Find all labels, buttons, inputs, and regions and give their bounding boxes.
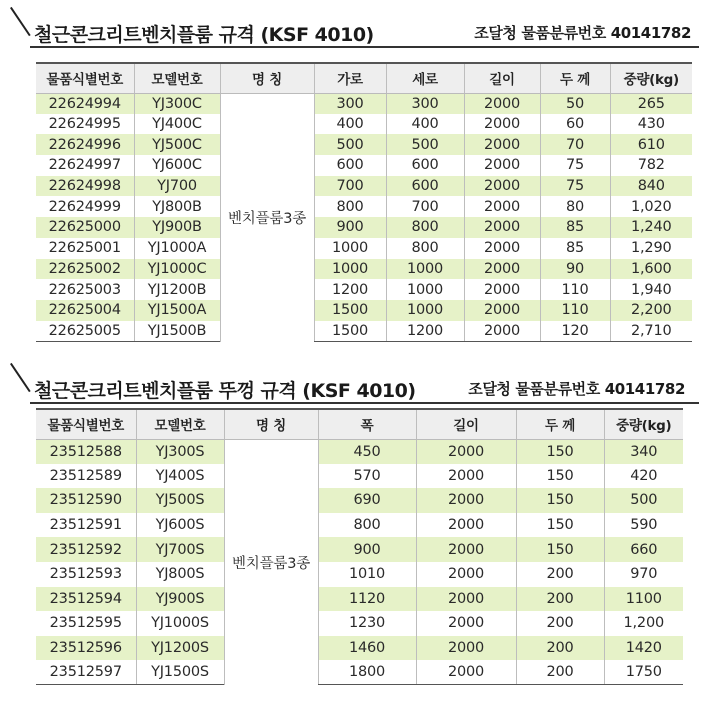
table-cell: 50: [540, 93, 610, 114]
table-cell: YJ1500A: [134, 300, 220, 321]
table-cell: YJ800S: [136, 562, 224, 587]
table-cell: 2000: [464, 279, 540, 300]
table-cell: YJ1000A: [134, 238, 220, 259]
table-cell: 80: [540, 196, 610, 217]
procurement-classification-number: 조달청 물품분류번호 40141782: [474, 24, 691, 42]
table-cell: 500: [314, 134, 386, 155]
table-cell: 690: [318, 488, 416, 513]
table-cell: 1800: [318, 660, 416, 685]
table-cell: 900: [318, 537, 416, 562]
table-cell: 22624997: [48, 157, 121, 174]
table-cell: 200: [516, 587, 604, 612]
table-cell: 2000: [416, 587, 516, 612]
table-cell: 22624996: [36, 134, 134, 155]
table-cell: 840: [610, 176, 692, 197]
table-cell: 2000: [416, 537, 516, 562]
table-cell: YJ400S: [136, 464, 224, 489]
table-cell: 1120: [318, 587, 416, 612]
table-cell: 500: [604, 488, 683, 513]
table-cell: 2000: [416, 464, 516, 489]
table-cell: 400: [314, 114, 386, 135]
table-row: [36, 176, 692, 197]
table-cell: 70: [540, 134, 610, 155]
table-cell: YJ1000C: [134, 259, 220, 280]
table-cell: 450: [318, 439, 416, 464]
table-row: [36, 279, 692, 300]
table-cell: 1000: [314, 238, 386, 259]
table-cell: 2000: [464, 300, 540, 321]
table-cell: 800: [386, 238, 464, 259]
table-cell: 22624999: [48, 198, 121, 215]
table-row: [36, 321, 692, 342]
table-cell: 85: [540, 217, 610, 238]
table-body: [36, 93, 692, 341]
table-cell: 265: [610, 93, 692, 114]
table-cell: 23512594: [36, 587, 136, 612]
table-cell: 2000: [416, 636, 516, 661]
table-cell: 420: [604, 464, 683, 489]
table-cell: YJ600S: [136, 513, 224, 538]
section-title-bar: [0, 0, 717, 50]
table-cell: 2000: [464, 259, 540, 280]
table-cell: 600: [314, 155, 386, 176]
table-row: [36, 217, 692, 238]
table-cell: 430: [610, 114, 692, 135]
table-row: [36, 513, 683, 538]
table-cell: YJ900S: [136, 587, 224, 612]
table-cell: YJ900B: [134, 217, 220, 238]
table-cell: 1200: [314, 279, 386, 300]
table-cell: 300: [386, 93, 464, 114]
table-cell: YJ1200B: [134, 279, 220, 300]
table-cell: YJ1200S: [136, 636, 224, 661]
title-slash-decoration: [10, 363, 31, 392]
table-row: [36, 660, 683, 685]
table-row: [36, 155, 692, 176]
table-cell: 150: [516, 439, 604, 464]
table-row: [36, 196, 692, 217]
header-model: 모델번호: [136, 409, 224, 439]
table-cell: 700: [314, 176, 386, 197]
table-cell: 1,240: [610, 217, 692, 238]
table-cell: 90: [540, 259, 610, 280]
header-model: 모델번호: [134, 63, 220, 93]
table-body: [36, 439, 683, 685]
table-cell: 1750: [604, 660, 683, 685]
table-cell: 22625001: [48, 240, 121, 257]
product-name-cell: 벤치플룸3종: [220, 93, 314, 341]
table-cell: 970: [604, 562, 683, 587]
table-row: [36, 611, 683, 636]
table-cell: 85: [540, 238, 610, 259]
table-cell: 23512595: [49, 615, 122, 632]
table-cell: YJ800B: [134, 196, 220, 217]
table-cell: 2000: [464, 217, 540, 238]
header-thickness: 두 께: [516, 409, 604, 439]
table-row: [36, 114, 692, 135]
table-cell: 2000: [416, 611, 516, 636]
table-cell: 800: [318, 513, 416, 538]
table-cell: YJ500C: [134, 134, 220, 155]
table-cell: 200: [516, 611, 604, 636]
table-cell: 23512593: [49, 566, 122, 583]
table-cell: 22625004: [36, 300, 134, 321]
header-weight: 중량(kg): [610, 63, 692, 93]
table-cell: 22624995: [48, 116, 121, 133]
header-name: 명 칭: [220, 63, 314, 93]
table-row: [36, 488, 683, 513]
table-cell: 1,020: [610, 196, 692, 217]
table-cell: 2000: [464, 155, 540, 176]
product-name-cell: 벤치플룸3종: [224, 439, 318, 685]
table-row: [36, 537, 683, 562]
bench-flume-cover-spec-section: [0, 356, 717, 681]
header-thickness: 두 께: [540, 63, 610, 93]
table-cell: 2000: [464, 93, 540, 114]
table-header-row: [36, 63, 692, 93]
table-cell: 2000: [416, 562, 516, 587]
table-cell: YJ300S: [136, 439, 224, 464]
table-header-row: [36, 409, 683, 439]
table-row: [36, 238, 692, 259]
table-cell: 1,200: [604, 611, 683, 636]
table-row: [36, 587, 683, 612]
table-cell: YJ300C: [134, 93, 220, 114]
table-cell: YJ1500B: [134, 321, 220, 342]
table-row: [36, 259, 692, 280]
table-cell: 400: [386, 114, 464, 135]
header-name: 명 칭: [224, 409, 318, 439]
table-cell: 2000: [464, 114, 540, 135]
table-cell: 2,710: [610, 321, 692, 342]
table-cell: 1500: [314, 300, 386, 321]
table-cell: 23512596: [36, 636, 136, 661]
table-cell: 150: [516, 488, 604, 513]
table-cell: 75: [540, 176, 610, 197]
table-row: [36, 300, 692, 321]
table-cell: 22625002: [36, 259, 134, 280]
table-cell: YJ400C: [134, 114, 220, 135]
table-cell: 2000: [464, 176, 540, 197]
title-underline: [30, 402, 699, 404]
header-item-id: 물품식별번호: [36, 63, 134, 93]
table-cell: 1000: [314, 259, 386, 280]
table-cell: 150: [516, 537, 604, 562]
section-title: 철근콘크리트벤치플룸 규격 (KSF 4010): [34, 24, 374, 46]
table-cell: 1010: [318, 562, 416, 587]
table-cell: 1,290: [610, 238, 692, 259]
table-cell: 23512590: [36, 488, 136, 513]
table-cell: 2000: [464, 196, 540, 217]
table-cell: 23512597: [36, 660, 136, 685]
table-cell: 22625000: [36, 217, 134, 238]
table-cell: 800: [314, 196, 386, 217]
table-cell: 1,940: [610, 279, 692, 300]
table-cell: 23512592: [36, 537, 136, 562]
table-cell: YJ700: [134, 176, 220, 197]
table-row: [36, 636, 683, 661]
bench-flume-cover-spec-table: [36, 408, 683, 685]
section-title-bar: [0, 356, 717, 406]
table-cell: 1000: [386, 259, 464, 280]
title-slash-decoration: [10, 7, 31, 36]
table-cell: 150: [516, 513, 604, 538]
table-cell: 200: [516, 636, 604, 661]
table-cell: 1100: [604, 587, 683, 612]
table-cell: 1460: [318, 636, 416, 661]
table-cell: 590: [604, 513, 683, 538]
table-cell: 2000: [464, 134, 540, 155]
header-breadth: 폭: [318, 409, 416, 439]
table-cell: 22625003: [48, 281, 121, 298]
header-length: 길이: [464, 63, 540, 93]
table-cell: 22625005: [36, 321, 134, 342]
table-cell: 23512588: [36, 439, 136, 464]
table-cell: YJ600C: [134, 155, 220, 176]
section-title: 철근콘크리트벤치플룸 뚜껑 규격 (KSF 4010): [34, 380, 416, 402]
header-width: 가로: [314, 63, 386, 93]
table-cell: 22624998: [36, 176, 134, 197]
table-cell: 300: [314, 93, 386, 114]
table-row: [36, 134, 692, 155]
table-cell: 1420: [604, 636, 683, 661]
table-cell: 800: [386, 217, 464, 238]
table-cell: 2000: [416, 660, 516, 685]
table-cell: 60: [540, 114, 610, 135]
table-cell: YJ700S: [136, 537, 224, 562]
table-cell: 600: [386, 155, 464, 176]
table-cell: 110: [540, 279, 610, 300]
table-cell: YJ500S: [136, 488, 224, 513]
bench-flume-spec-table: [36, 62, 692, 342]
table-cell: 340: [604, 439, 683, 464]
table-cell: 2000: [416, 513, 516, 538]
table-cell: 2000: [416, 439, 516, 464]
header-item-id: 물품식별번호: [36, 409, 136, 439]
table-cell: 1230: [318, 611, 416, 636]
table-cell: 23512589: [49, 467, 122, 484]
table-cell: 900: [314, 217, 386, 238]
header-height: 세로: [386, 63, 464, 93]
table-cell: 2000: [416, 488, 516, 513]
table-cell: 782: [610, 155, 692, 176]
table-cell: 600: [386, 176, 464, 197]
table-cell: 700: [386, 196, 464, 217]
table-cell: 2,200: [610, 300, 692, 321]
table-cell: 2000: [464, 321, 540, 342]
table-cell: 500: [386, 134, 464, 155]
table-cell: 1000: [386, 279, 464, 300]
table-cell: 2000: [464, 238, 540, 259]
table-row: [36, 93, 692, 114]
table-row: [36, 562, 683, 587]
table-cell: 570: [318, 464, 416, 489]
table-cell: 120: [540, 321, 610, 342]
header-weight: 중량(kg): [604, 409, 683, 439]
table-cell: 610: [610, 134, 692, 155]
table-cell: 200: [516, 660, 604, 685]
table-cell: 110: [540, 300, 610, 321]
table-cell: 1000: [386, 300, 464, 321]
table-cell: 200: [516, 562, 604, 587]
table-cell: 660: [604, 537, 683, 562]
table-cell: 22624994: [36, 93, 134, 114]
table-cell: 23512591: [49, 517, 122, 534]
header-length: 길이: [416, 409, 516, 439]
bench-flume-spec-section: [0, 0, 717, 339]
table-cell: 75: [540, 155, 610, 176]
table-cell: 1200: [386, 321, 464, 342]
title-underline: [30, 46, 699, 48]
table-cell: 1500: [314, 321, 386, 342]
table-row: [36, 439, 683, 464]
procurement-classification-number: 조달청 물품분류번호 40141782: [468, 380, 685, 398]
table-cell: 1,600: [610, 259, 692, 280]
table-cell: YJ1000S: [136, 611, 224, 636]
table-row: [36, 464, 683, 489]
table-cell: YJ1500S: [136, 660, 224, 685]
table-cell: 150: [516, 464, 604, 489]
